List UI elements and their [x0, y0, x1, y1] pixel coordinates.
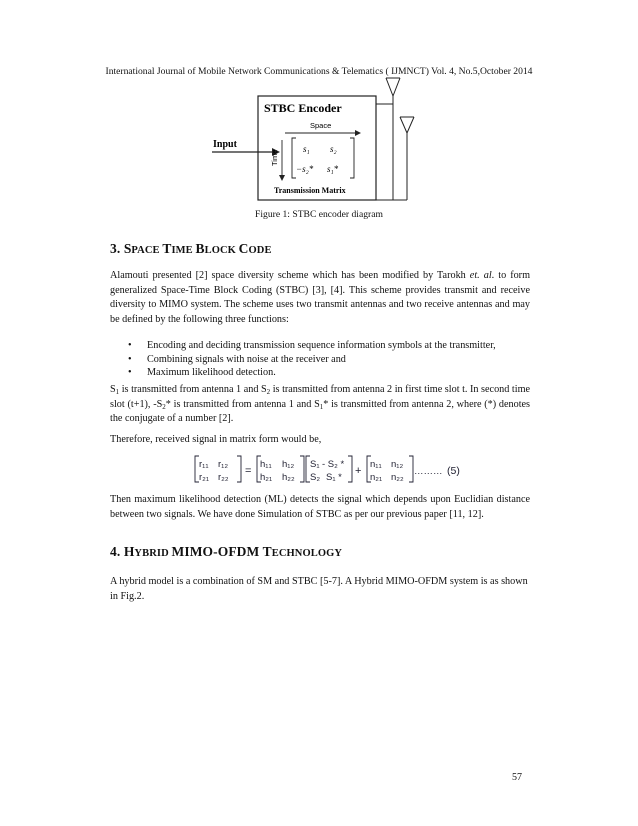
eq-r: r₂₁ — [199, 472, 210, 483]
svg-text:=: = — [245, 465, 252, 477]
paragraph-ml-detection: Then maximum likelihood detection (ML) detects the signal which depends upon Euclidian distance between two signals. We have done Simulation of STBC as per our previous paper [11, 12]. — [110, 494, 530, 520]
eq-r: r₂₂ — [218, 472, 229, 483]
encoder-title: STBC Encoder — [264, 101, 342, 115]
eq-s: - S₂ * — [322, 459, 345, 470]
stbc-encoder-figure — [0, 0, 638, 230]
section-3-heading: 3. SPACE TIME BLOCK CODE — [110, 241, 272, 256]
input-label: Input — [213, 139, 237, 150]
eq-r: r₁₂ — [218, 459, 229, 470]
equation-5 — [0, 450, 638, 490]
space-label: Space — [310, 121, 332, 130]
journal-header: International Journal of Mobile Network Communications & Telematics ( IJMNCT) Vol. 4, No.5,October 2014 — [105, 66, 533, 77]
matrix-cell: −s₂* — [296, 164, 314, 174]
eq-n: n₁₁ — [370, 459, 382, 470]
time-label: Time — [270, 149, 279, 166]
section-4-heading: 4. HYBRID MIMO-OFDM TECHNOLOGY — [110, 544, 343, 559]
antenna-icon — [386, 78, 400, 200]
matrix-cell: s₁* — [327, 164, 339, 174]
function-list — [128, 339, 528, 380]
eq-n: n₁₂ — [391, 459, 404, 470]
eq-h: h₂₁ — [260, 472, 273, 483]
antenna-icon — [400, 117, 414, 200]
matrix-cell: s₁ — [303, 144, 310, 154]
eq-h: h₁₂ — [282, 459, 295, 470]
eq-n: n₂₁ — [370, 472, 383, 483]
paragraph-alamouti: Alamouti presented [2] space diversity scheme which has been modified by Tarokh et. al. to form generalized Space-Time Block Coding (STBC) [3], [4]. This scheme provides transmit and receive diversity to MIMO system. The scheme uses two transmit antennas and two receive antennas and may be defined by the following three functions: — [110, 270, 530, 325]
eq-h: h₂₂ — [282, 472, 295, 483]
matrix-cell: s₂ — [330, 144, 337, 154]
paragraph-matrix-form: Therefore, received signal in matrix form would be, — [110, 434, 322, 445]
list-item: • Encoding and deciding transmission sequence information symbols at the transmitter, — [128, 339, 528, 353]
eq-dots: ……… — [414, 466, 443, 477]
svg-text:+: + — [355, 465, 362, 477]
paragraph-transmission: $S_1$ is transmitted from antenna 1 and $S_2$ is transmitted from antenna 2 in first time slot t. In second time slot (t+1), $-S_2*$ is transmitted from antenna 1 and $S_1*$ is transmitted from antenna 2, where (*) denotes the conjugate of a number [2]. — [110, 384, 531, 425]
paragraph-hybrid: A hybrid model is a combination of SM and STBC [5-7]. A Hybrid MIMO-OFDM system is as shown in Fig.2. — [110, 576, 528, 602]
eq-r: r₁₁ — [199, 459, 209, 470]
list-item: • Maximum likelihood detection. — [128, 366, 528, 380]
eq-n: n₂₂ — [391, 472, 404, 483]
list-item: • Combining signals with noise at the receiver and — [128, 353, 528, 367]
eq-s: S₁ — [310, 459, 320, 470]
page-number: 57 — [512, 772, 522, 783]
figure-caption: Figure 1: STBC encoder diagram — [255, 209, 383, 220]
eq-number: (5) — [447, 465, 460, 477]
matrix-label: Transmission Matrix — [274, 186, 346, 195]
eq-h: h₁₁ — [260, 459, 272, 470]
eq-s: S₂ — [310, 472, 321, 483]
eq-s: S₁ * — [326, 472, 342, 483]
